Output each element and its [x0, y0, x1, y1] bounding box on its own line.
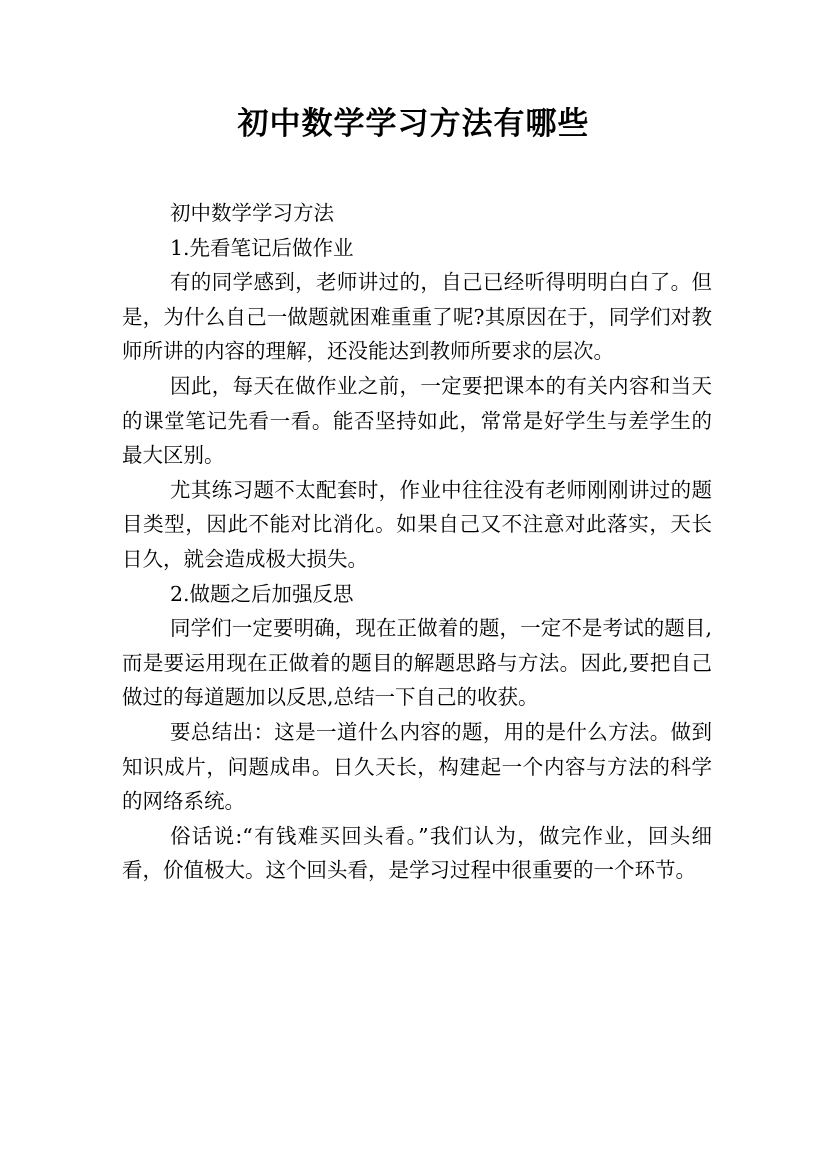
body-paragraph: 同学们一定要明确，现在正做着的题，一定不是考试的题目,而是要运用现在正做着的题目的解题思路与方法。因此,要把自己做过的每道题加以反思,总结一下自己的收获。 [122, 616, 712, 710]
subsection-heading: 1.先看笔记后做作业 [170, 235, 354, 260]
body-paragraph: 因此，每天在做作业之前，一定要把课本的有关内容和当天的课堂笔记先看一看。能否坚持如此，常常是好学生与差学生的最大区别。 [122, 373, 712, 468]
section-heading: 初中数学学习方法 [170, 201, 334, 225]
body-paragraph: 要总结出：这是一道什么内容的题，用的是什么方法。做到知识成片，问题成串。日久天长，构建起一个内容与方法的科学的网络系统。 [122, 719, 712, 814]
body-paragraph: 尤其练习题不太配套时，作业中往往没有老师刚刚讲过的题目类型，因此不能对比消化。如果自己又不注意对此落实，天长日久，就会造成极大损失。 [122, 477, 712, 571]
subsection-heading: 2.做题之后加强反思 [170, 581, 354, 606]
body-paragraph: 俗话说:“有钱难买回头看。”我们认为，做完作业，回头细看，价值极大。这个回头看，是学习过程中很重要的一个环节。 [122, 823, 712, 883]
body-paragraph: 有的同学感到，老师讲过的，自己已经听得明明白白了。但是，为什么自己一做题就困难重重了呢?其原因在于，同学们对教师所讲的内容的理解，还没能达到教师所要求的层次。 [122, 270, 712, 364]
document-body [122, 196, 712, 888]
document-title: 初中数学学习方法有哪些 [237, 106, 590, 142]
